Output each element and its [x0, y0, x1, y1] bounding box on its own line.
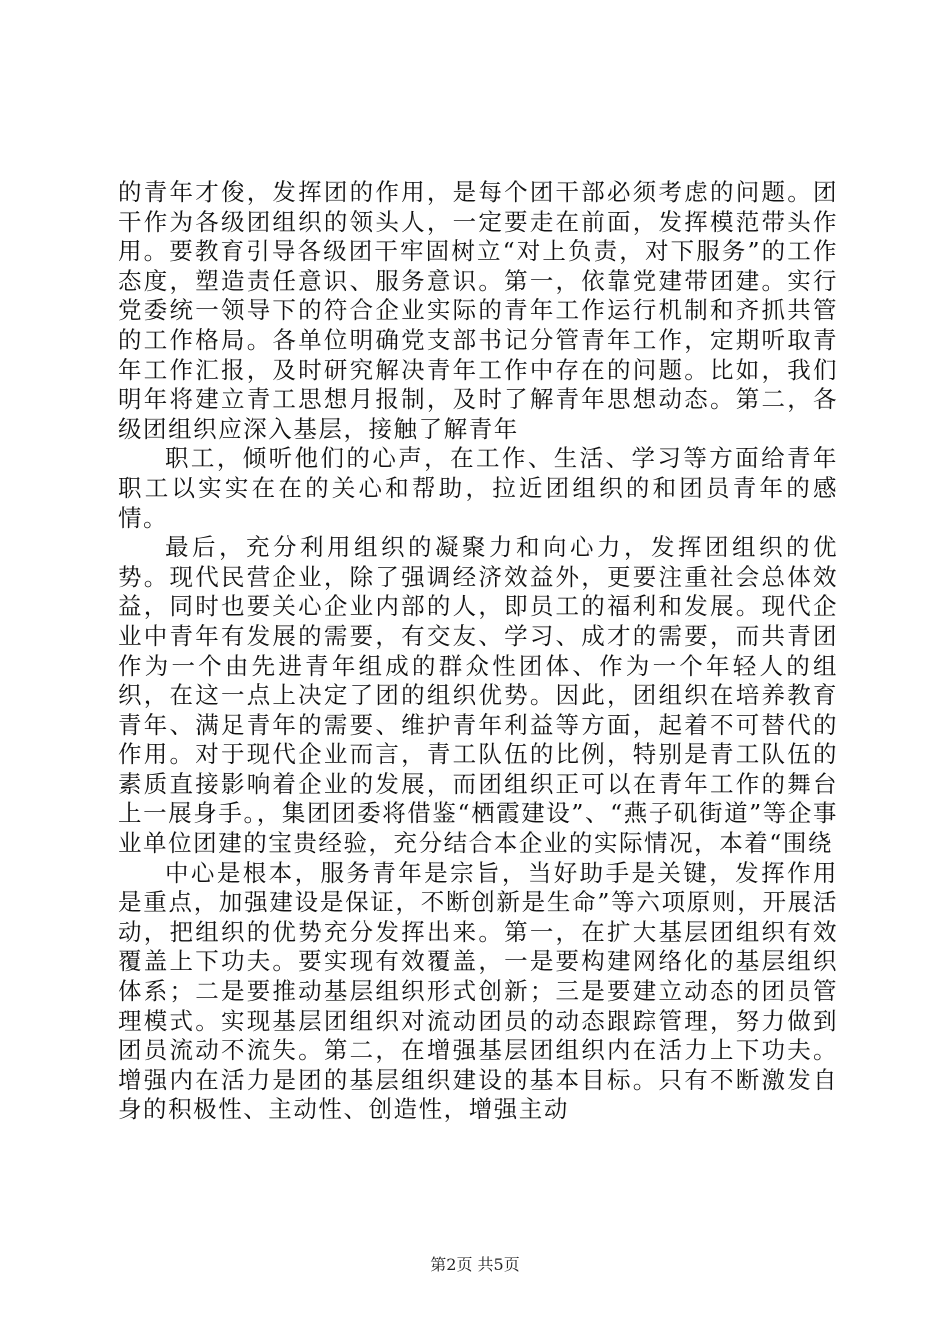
paragraph-2: 职工，倾听他们的心声，在工作、生活、学习等方面给青年职工以实实在在的关心和帮助，拉近团组织的和团员青年的感情。: [118, 444, 838, 532]
paragraph-1: 的青年才俊，发挥团的作用，是每个团干部必须考虑的问题。团干作为各级团组织的领头人，一定要走在前面，发挥模范带头作用。要教育引导各级团干牢固树立“对上负责，对下服务”的工作态度，塑造责任意识、服务意识。第一，依靠党建带团建。实行党委统一领导下的符合企业实际的青年工作运行机制和齐抓共管的工作格局。各单位明确党支部书记分管青年工作，定期听取青年工作汇报，及时研究解决青年工作中存在的问题。比如，我们明年将建立青工思想月报制，及时了解青年思想动态。第二，各级团组织应深入基层，接触了解青年: [118, 178, 838, 443]
paragraph-3: 最后，充分利用组织的凝聚力和向心力，发挥团组织的优势。现代民营企业，除了强调经济效益外，更要注重社会总体效益，同时也要关心企业内部的人，即员工的福利和发展。现代企业中青年有发展的需要，有交友、学习、成才的需要，而共青团作为一个由先进青年组成的群众性团体、作为一个年轻人的组织，在这一点上决定了团的组织优势。因此，团组织在培养教育青年、满足青年的需要、维护青年利益等方面，起着不可替代的作用。对于现代企业而言，青工队伍的比例，特别是青工队伍的素质直接影响着企业的发展，而团组织正可以在青年工作的舞台上一展身手。，集团团委将借鉴“栖霞建设”、“燕子矶街道”等企事业单位团建的宝贵经验，充分结合本企业的实际情况，本着“围绕: [118, 533, 838, 858]
paragraph-4: 中心是根本，服务青年是宗旨，当好助手是关键，发挥作用是重点，加强建设是保证，不断创新是生命”等六项原则，开展活动，把组织的优势充分发挥出来。第一，在扩大基层团组织有效覆盖上下功夫。要实现有效覆盖，一是要构建网络化的基层组织体系；二是要推动基层组织形式创新；三是要建立动态的团员管理模式。实现基层团组织对流动团员的动态跟踪管理，努力做到团员流动不流失。第二，在增强基层团组织内在活力上下功夫。增强内在活力是团的基层组织建设的基本目标。只有不断激发自身的积极性、主动性、创造性，增强主动: [118, 858, 838, 1124]
page-number-footer: 第2页 共5页: [430, 1255, 520, 1274]
document-body: [118, 178, 838, 1125]
